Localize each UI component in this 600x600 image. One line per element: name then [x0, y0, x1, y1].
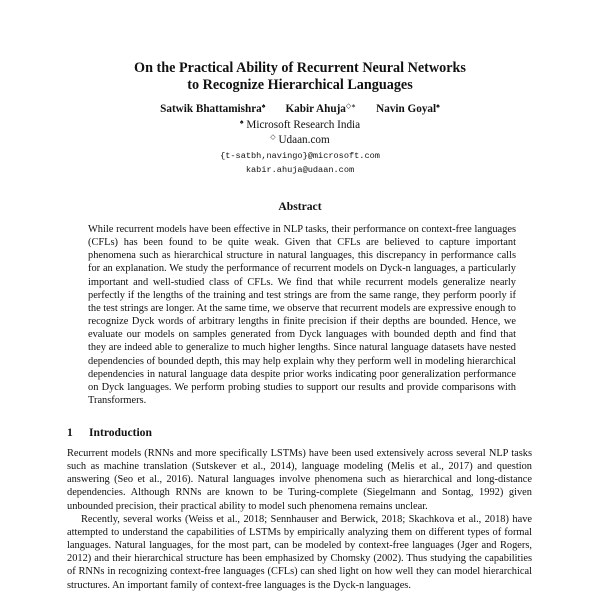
email: kabir.ahuja@udaan.com: [245, 165, 355, 175]
author-name: Satwik Bhattamishra: [160, 103, 262, 115]
abstract-heading: Abstract: [278, 200, 322, 213]
affiliation-name: Microsoft Research India: [246, 119, 361, 131]
affiliation-name: Udaan.com: [278, 134, 330, 146]
section-title: Introduction: [89, 426, 152, 439]
section-number: 1: [67, 426, 73, 439]
introduction-text: [67, 447, 532, 592]
affiliation: [0, 118, 600, 132]
author-mark: ◇∗: [345, 102, 357, 110]
title-line-1: On the Practical Ability of Recurrent Neural Networks: [134, 60, 466, 76]
author-mark: ♠: [261, 102, 266, 110]
author-list: [0, 102, 600, 116]
section-heading: [67, 426, 152, 439]
email: {t-satbh,navingo}@microsoft.com: [220, 151, 380, 161]
affiliation-mark: ♠: [239, 118, 244, 126]
affiliation: [0, 133, 600, 147]
affiliation-mark: ◇: [270, 133, 276, 141]
author-name: Navin Goyal: [376, 103, 437, 115]
author-mark: ♠: [436, 102, 440, 110]
abstract-text: While recurrent models have been effective in NLP tasks, their performance on context-free languages (CFLs) has been found to be quite weak. Given that CFLs are believed to capture important phenomena such as hierarchical structure in natural languages, this discrepancy in performance calls for an explanation. We study the performance of recurrent models on Dyck-n languages, a particularly important and well-studied class of CFLs. We find that while recurrent models generalize nearly perfectly if the lengths of the training and test strings are from the same range, they perform poorly if the test strings are longer. At the same time, we observe that recurrent models are expressive enough to recognize Dyck words of arbitrary lengths in finite precision if their depths are bounded. Hence, we evaluate our models on samples generated from Dyck languages with bounded depth and find that they are indeed able to generalize to much higher lengths. Since natural language datasets have nested dependencies of bounded depth, this may help explain why they perform well in modeling hierarchical dependencies in natural language data despite prior works indicating poor generalization performance on Dyck languages. We perform probing studies to support our results and provide comparisons with Transformers.: [88, 224, 516, 407]
paper-title: [0, 60, 600, 94]
paragraph: Recently, several works (Weiss et al., 2018; Sennhauser and Berwick, 2018; Skachkova et al., 2018) have attempted to understand the capabilities of LSTMs by empirically analyzing them on different types of formal languages. Natural languages, for the most part, can be modeled by context-free languages (Jger and Rogers, 2012) and their hierarchical structure has been emphasized by Chomsky (2002). Thus studying the capabilities of RNNs in recognizing context-free languages (CFLs) can shed light on how well they can model hierarchical structures. An important family of context-free languages is the Dyck-n languages.: [67, 513, 532, 591]
title-line-2: to Recognize Hierarchical Languages: [187, 77, 413, 93]
paragraph: Recurrent models (RNNs and more specifically LSTMs) have been used extensively across several NLP tasks such as machine translation (Sutskever et al., 2014), language modeling (Melis et al., 2017) and question answering (Seo et al., 2016). Natural languages involve phenomena such as hierarchical and long-distance dependencies. Although RNNs are known to be Turing-complete (Siegelmann and Sontag, 1992) given unbounded precision, their practical ability to model such phenomena remains unclear.: [67, 448, 532, 512]
author-name: Kabir Ahuja: [285, 103, 346, 115]
